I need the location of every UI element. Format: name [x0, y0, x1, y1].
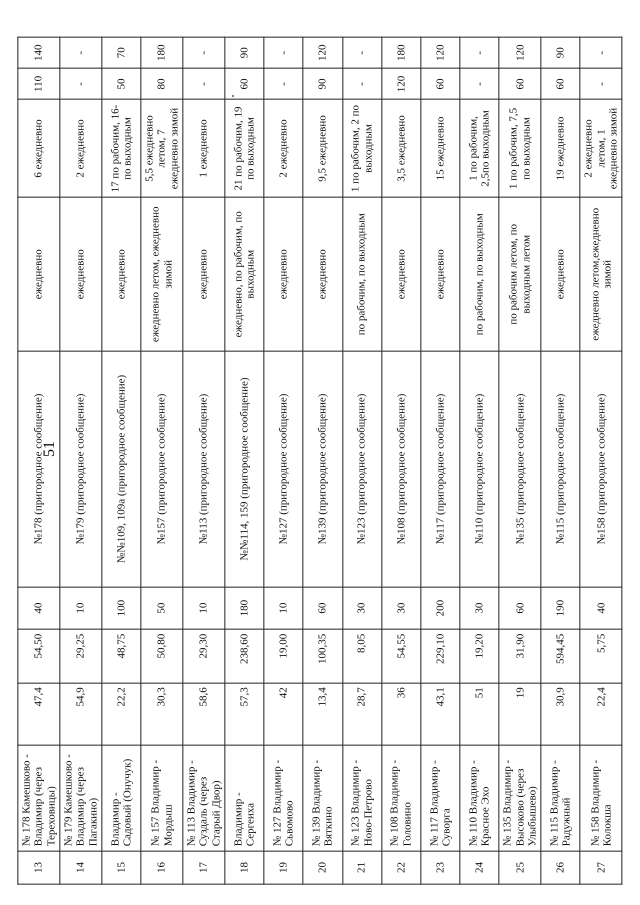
trip-time-cell: 40 [18, 587, 60, 629]
schedule-days-cell: ежедневно летом, ежедневно зимой [141, 197, 183, 351]
flights-count-cell: 3,5 ежедневно [382, 100, 421, 198]
fare-cell: 29,25 [60, 629, 102, 682]
route-name-cell: № 178 Камешково - Владимир (через Тереховицы) [18, 745, 60, 851]
interval-from-cell: - [460, 68, 499, 99]
interval-from-cell: 90 [303, 68, 342, 99]
table-row [382, 37, 421, 884]
fare-cell: 594,45 [541, 629, 580, 682]
trip-time-cell: 40 [580, 587, 622, 629]
distance-cell: 47,4 [18, 683, 60, 745]
table-row [303, 37, 342, 884]
table-row [421, 37, 460, 884]
distance-cell: 43,1 [421, 683, 460, 745]
flights-count-cell: 6 ежедневно [18, 100, 60, 198]
service-type-cell: №139 (пригородное сообщение) [303, 351, 342, 587]
interval-from-cell: 80 [141, 68, 183, 99]
interval-to-cell: - [460, 37, 499, 68]
table-row [460, 37, 499, 884]
route-name-cell: № 115 Владимир - Радужный [541, 745, 580, 851]
service-type-cell: №178 (пригородное сообщение) [18, 351, 60, 587]
row-number-cell: 24 [460, 851, 499, 884]
flights-count-cell: 19 ежедневно [541, 100, 580, 198]
flights-count-cell: 5,5 ежедневно летом, 7 ежедневно зимой [141, 100, 183, 198]
interval-to-cell: 120 [499, 37, 541, 68]
routes-table [17, 37, 622, 885]
interval-to-cell: 70 [102, 37, 141, 68]
interval-to-cell: 90 [541, 37, 580, 68]
fare-cell: 50,80 [141, 629, 183, 682]
table-row [580, 37, 622, 884]
row-number-cell: 27 [580, 851, 622, 884]
fare-cell: 19,00 [264, 629, 303, 682]
distance-cell: 19 [499, 683, 541, 745]
table-row [499, 37, 541, 884]
service-type-cell: №108 (пригородное сообщение) [382, 351, 421, 587]
fare-cell: 100,35 [303, 629, 342, 682]
distance-cell: 42 [264, 683, 303, 745]
schedule-days-cell: по рабочим, по выходным [460, 197, 499, 351]
trip-time-cell: 180 [225, 587, 264, 629]
fare-cell: 229,10 [421, 629, 460, 682]
distance-cell: 30,9 [541, 683, 580, 745]
fare-cell: 48,75 [102, 629, 141, 682]
schedule-days-cell: ежедневно [421, 197, 460, 351]
row-number-cell: 19 [264, 851, 303, 884]
row-number-cell: 13 [18, 851, 60, 884]
interval-to-cell: - [264, 37, 303, 68]
route-name-cell: № 117 Владимир - Суворга [421, 745, 460, 851]
interval-from-cell: 60 [225, 68, 264, 99]
trip-time-cell: 190 [541, 587, 580, 629]
table-row [183, 37, 225, 884]
row-number-cell: 20 [303, 851, 342, 884]
route-name-cell: № 108 Владимир - Головино [382, 745, 421, 851]
route-name-cell: № 179 Камешково - Владимир (через Пагакино) [60, 745, 102, 851]
row-number-cell: 16 [141, 851, 183, 884]
row-number-cell: 17 [183, 851, 225, 884]
interval-to-cell: 180 [382, 37, 421, 68]
fare-cell: 54,50 [18, 629, 60, 682]
fare-cell: 54,55 [382, 629, 421, 682]
flights-count-cell: 17 по рабочим, 16-по выходным [102, 100, 141, 198]
table-row [541, 37, 580, 884]
distance-cell: 58,6 [183, 683, 225, 745]
interval-from-cell: - [580, 68, 622, 99]
trip-time-cell: 30 [460, 587, 499, 629]
interval-from-cell: - [183, 68, 225, 99]
row-number-cell: 18 [225, 851, 264, 884]
schedule-days-cell: ежедневно [541, 197, 580, 351]
service-type-cell: №113 (пригородное сообщение) [183, 351, 225, 587]
distance-cell: 51 [460, 683, 499, 745]
route-name-cell: № 127 Владимир - Сьвомово [264, 745, 303, 851]
route-name-cell: Владимир - Сергеиха [225, 745, 264, 851]
trip-time-cell: 30 [382, 587, 421, 629]
schedule-days-cell: ежедневно летом,ежедневно зимой [580, 197, 622, 351]
row-number-cell: 25 [499, 851, 541, 884]
interval-from-cell: - [264, 68, 303, 99]
route-name-cell: № 123 Владимир - Ново-Петрово [342, 745, 381, 851]
distance-cell: 54,9 [60, 683, 102, 745]
service-type-cell: №179 (пригородное сообщение) [60, 351, 102, 587]
interval-from-cell: 60 [499, 68, 541, 99]
interval-from-cell: 60 [541, 68, 580, 99]
service-type-cell: №№114, 159 (пригородное сообщение) [225, 351, 264, 587]
schedule-days-cell: по рабочим летом, по выходным летом [499, 197, 541, 351]
distance-cell: 13,4 [303, 683, 342, 745]
route-name-cell: № 139 Владимир - Вяткино [303, 745, 342, 851]
service-type-cell: №№109, 109а (пригородное сообщение) [102, 351, 141, 587]
service-type-cell: №123 (пригородное сообщение) [342, 351, 381, 587]
table-row [141, 37, 183, 884]
service-type-cell: №110 (пригородное сообщение) [460, 351, 499, 587]
schedule-days-cell: ежедневно [183, 197, 225, 351]
route-name-cell: № 135 Владимир - Высоково (через Улыбышево) [499, 745, 541, 851]
table-row [18, 37, 60, 884]
flights-count-cell: 1 ежедневно [183, 100, 225, 198]
fare-cell: 19,20 [460, 629, 499, 682]
trip-time-cell: 10 [264, 587, 303, 629]
row-number-cell: 21 [342, 851, 381, 884]
flights-count-cell: 9,5 ежедневно [303, 100, 342, 198]
interval-to-cell: - [580, 37, 622, 68]
table-row [342, 37, 381, 884]
service-type-cell: №158 (пригородное сообщение) [580, 351, 622, 587]
interval-from-cell: 50 [102, 68, 141, 99]
schedule-days-cell: ежедневно [60, 197, 102, 351]
interval-to-cell: 140 [18, 37, 60, 68]
fare-cell: 29,30 [183, 629, 225, 682]
distance-cell: 30,3 [141, 683, 183, 745]
interval-from-cell: 120 [382, 68, 421, 99]
interval-to-cell: 120 [421, 37, 460, 68]
fare-cell: 238,60 [225, 629, 264, 682]
route-name-cell: № 110 Владимир - Красное Эхо [460, 745, 499, 851]
table-row [225, 37, 264, 884]
interval-to-cell: - [60, 37, 102, 68]
route-name-cell: Владимир - Садовый (Онучук) [102, 745, 141, 851]
trip-time-cell: 100 [102, 587, 141, 629]
row-number-cell: 14 [60, 851, 102, 884]
trip-time-cell: 60 [499, 587, 541, 629]
fare-cell: 8,05 [342, 629, 381, 682]
interval-to-cell: - [183, 37, 225, 68]
row-number-cell: 23 [421, 851, 460, 884]
trip-time-cell: 200 [421, 587, 460, 629]
interval-from-cell: - [342, 68, 381, 99]
row-number-cell: 22 [382, 851, 421, 884]
interval-from-cell: - [60, 68, 102, 99]
trip-time-cell: 10 [183, 587, 225, 629]
flights-count-cell: 1 по рабочим, 2 по выходным [342, 100, 381, 198]
schedule-days-cell: ежедневно [18, 197, 60, 351]
interval-to-cell: 90 [225, 37, 264, 68]
service-type-cell: №157 (пригородное сообщение) [141, 351, 183, 587]
trip-time-cell: 10 [60, 587, 102, 629]
distance-cell: 57,3 [225, 683, 264, 745]
distance-cell: 22,4 [580, 683, 622, 745]
flights-count-cell: 2 ежедневно [60, 100, 102, 198]
interval-from-cell: 110 [18, 68, 60, 99]
schedule-days-cell: по рабочим, по выходным [342, 197, 381, 351]
schedule-days-cell: ежедневно [303, 197, 342, 351]
route-name-cell: № 158 Владимир - Колокша [580, 745, 622, 851]
table-body [18, 37, 622, 884]
schedule-days-cell: ежедневно [264, 197, 303, 351]
interval-to-cell: 120 [303, 37, 342, 68]
row-number-cell: 15 [102, 851, 141, 884]
service-type-cell: №117 (пригородное сообщение) [421, 351, 460, 587]
route-name-cell: № 113 Владимир - Суздаль (через Старый Двор) [183, 745, 225, 851]
interval-from-cell: 60 [421, 68, 460, 99]
flights-count-cell: 1 по рабочим, 7,5 по выходным [499, 100, 541, 198]
table-row [102, 37, 141, 884]
flights-count-cell: 15 ежедневно [421, 100, 460, 198]
schedule-days-cell: ежедневно [102, 197, 141, 351]
distance-cell: 28,7 [342, 683, 381, 745]
trip-time-cell: 50 [141, 587, 183, 629]
table-row [60, 37, 102, 884]
interval-to-cell: - [342, 37, 381, 68]
route-name-cell: № 157 Владимир - Мордыш [141, 745, 183, 851]
flights-count-cell: 1 по рабочим, 2,5по выходным [460, 100, 499, 198]
row-number-cell: 26 [541, 851, 580, 884]
table-row [264, 37, 303, 884]
flights-count-cell: 2 ежедневно летом, 1 ежедневно зимой [580, 100, 622, 198]
schedule-days-cell: ежедневно [382, 197, 421, 351]
fare-cell: 31,90 [499, 629, 541, 682]
interval-to-cell: 180 [141, 37, 183, 68]
flights-count-cell: 2 ежедневно [264, 100, 303, 198]
trip-time-cell: 30 [342, 587, 381, 629]
scan-speck [232, 95, 234, 97]
distance-cell: 22,2 [102, 683, 141, 745]
fare-cell: 5,75 [580, 629, 622, 682]
distance-cell: 36 [382, 683, 421, 745]
trip-time-cell: 60 [303, 587, 342, 629]
flights-count-cell: 21 по рабочим, 19 по выходным [225, 100, 264, 198]
service-type-cell: №127 (пригородное сообщение) [264, 351, 303, 587]
page-number: 51 [41, 441, 58, 457]
service-type-cell: №115 (пригородное сообщение) [541, 351, 580, 587]
service-type-cell: №135 (пригородное сообщение) [499, 351, 541, 587]
schedule-days-cell: ежедневно, по рабочим, по выходным [225, 197, 264, 351]
